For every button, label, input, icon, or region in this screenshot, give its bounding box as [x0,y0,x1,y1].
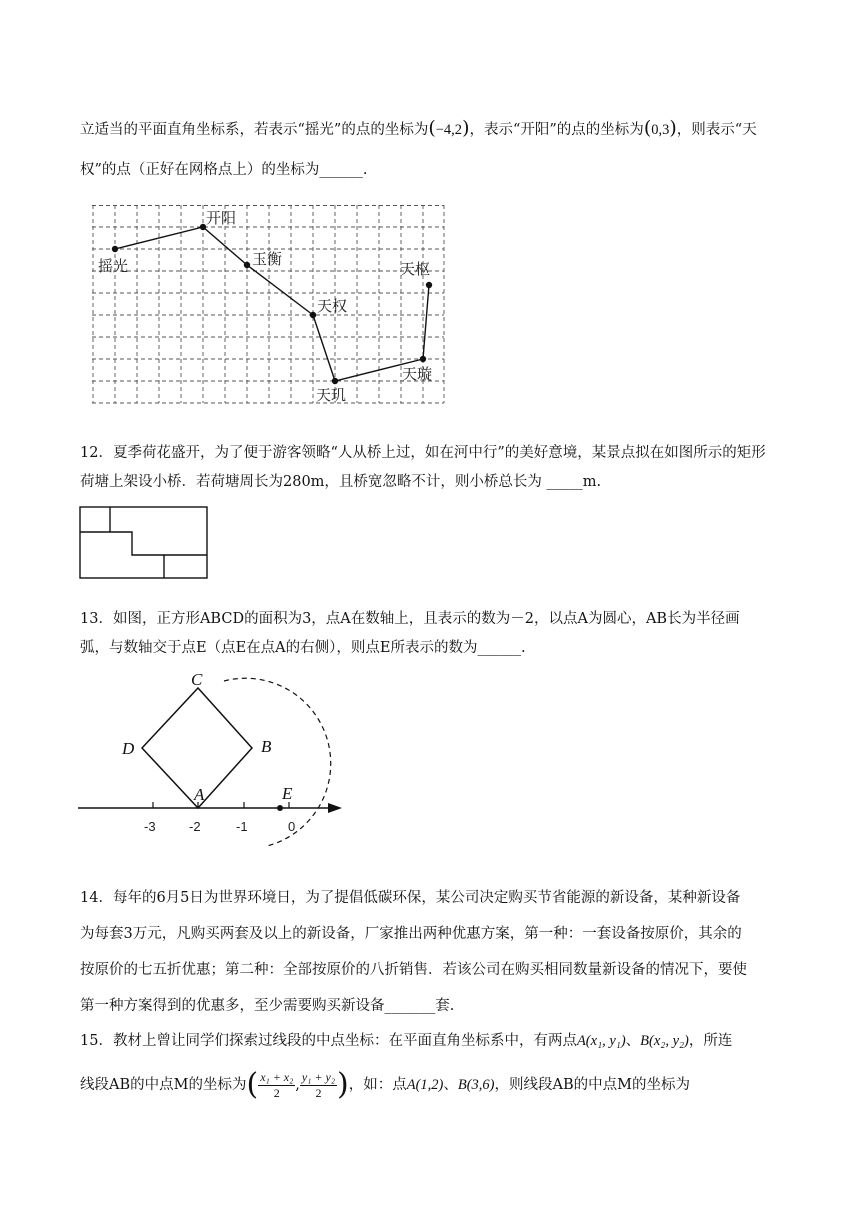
star-tianshu [426,282,432,288]
point-label-a: A [194,785,205,804]
q15-text-a: 15．教材上曾让同学们探索过线段的中点坐标：在平面直角坐标系中，有两点 [80,1033,577,1049]
q14-line1: 14．每年的6月5日为世界环境日，为了提倡低碳环保，某公司决定购买节省能源的新设备，某种新设备 [80,890,741,906]
q12-line2: 荷塘上架设小桥．若荷塘周长为280m，且桥宽忽略不计，则小桥总长为 _____m. [80,474,602,490]
tick-label-minus2: -2 [189,819,201,834]
label-tianquan: 天权 [317,297,348,315]
q11-coord-yaoguang: −4,2 [435,122,463,138]
star-tianxuan [420,356,426,362]
q15-line1 [80,1031,732,1051]
pond-rectangle [80,507,207,578]
big-dipper-grid-figure [92,205,446,405]
q11-line2: 权”的点（正好在网格点上）的坐标为______. [80,162,368,178]
q11-coord-kaiyang: 0,3 [651,122,670,138]
tick-label-minus3: -3 [144,819,156,834]
label-tianji: 天玑 [316,386,347,404]
q15-sep: 、 [625,1033,641,1049]
q13-line1 [80,609,740,629]
point-label-b: B [261,737,272,756]
q15-text-c: 线段AB的中点M的坐标为 [80,1077,247,1093]
q11-text-a: 立适当的平面直角坐标系，若表示“摇光”的点的坐标为 [80,122,429,138]
tick-label-minus1: -1 [236,819,248,834]
bridge-path [80,532,164,578]
label-tianshu: 天枢 [400,260,431,278]
q11-line1: 立适当的平面直角坐标系，若表示“摇光”的点的坐标为(−4,2)，表示“开阳”的点的坐标为(0,3)，则表示“天 [80,117,757,139]
midpoint-y-fraction: $\frac{\text{y₁ + y₂}}{2}$ [301,1069,335,1100]
q12-line1: 12．夏季荷花盛开，为了便于游客领略“人从桥上过，如在河中行”的美好意境，某景点拟在如图所示的矩形 [80,445,766,461]
tick-label-0: 0 [288,819,296,834]
label-yaoguang: 摇光 [98,257,129,275]
q15-ex-sep: 、 [443,1077,458,1093]
q13-line1-text: 13．如图，正方形ABCD的面积为3，点A在数轴上，且表示的数为－2，以点A为圆心，AB长为半径画 [80,611,740,627]
q11-text-c: ，则表示“天 [676,122,757,138]
star-tianquan [310,312,316,318]
q15-text-d: ，如：点 [348,1077,407,1093]
grid-lines [92,205,444,403]
q14-line4: 第一种方案得到的优惠多，至少需要购买新设备_______套. [80,998,455,1014]
q15-example-b: B(3,6) [457,1077,495,1093]
q15-text-b: ，所连 [688,1033,733,1049]
q15-example-a: A(1,2) [406,1077,444,1093]
q14-line3: 按原价的七五折优惠；第二种：全部按原价的八折销售．若该公司在购买相同数量新设备的情况下，要使 [80,962,747,978]
star-yaoguang [112,246,118,252]
pond-bridge-figure [79,506,209,580]
label-kaiyang: 开阳 [206,209,237,227]
q15-line2: 线段AB的中点M的坐标为( $\frac{\text{x₁ + x₂}}{2}$ , $\frac{\text{y₁ + y₂}}{2}$ )，如：点A(1,2)、B(3,6)，则线段AB的中点M的坐标为 [80,1067,690,1102]
q14-line2: 为每套3万元，凡购买两套及以上的新设备，厂家推出两种优惠方案，第一种：一套设备按原价，其余的 [80,926,742,942]
midpoint-x-fraction: $\frac{\text{x₁ + x₂}}{2}$ [260,1069,294,1100]
axis-arrow [328,803,342,813]
q11-text-b: ，表示“开阳”的点的坐标为 [469,122,644,138]
label-tianxuan: 天璇 [402,365,433,383]
point-label-d: D [122,739,135,758]
q15-text-e: ，则线段AB的中点M的坐标为 [494,1077,690,1093]
star-yuheng [244,262,250,268]
point-e-dot [277,805,283,811]
q13-line2: 弧，与数轴交于点E（点E在点A的右侧），则点E所表示的数为______. [80,640,526,656]
q15-point-a: A(x₁, y₁) [576,1033,626,1049]
q15-point-b: B(x₂, y₂) [640,1033,689,1049]
point-label-e: E [282,784,293,803]
square-numberline-figure [74,668,346,848]
label-yuheng: 玉衡 [252,250,283,268]
point-label-c: C [191,670,203,689]
star-tianji [332,378,338,384]
